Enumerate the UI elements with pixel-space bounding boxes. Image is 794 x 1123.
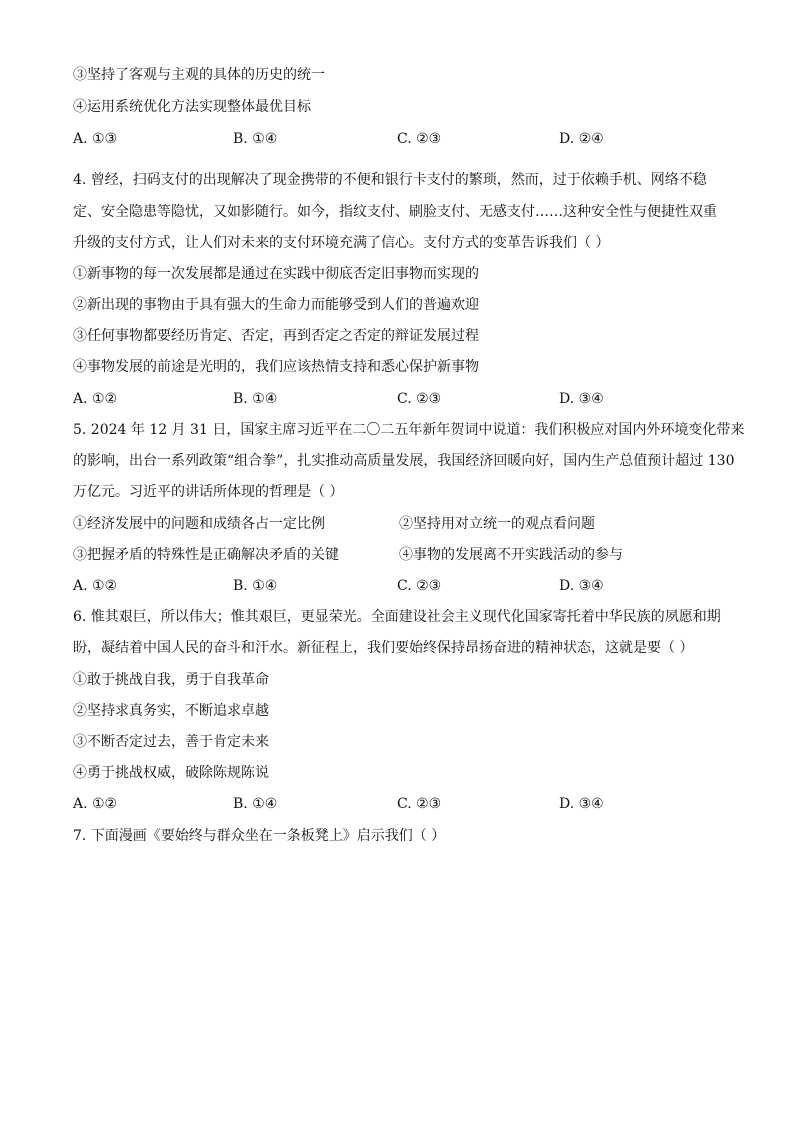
q6-statement-4: ④勇于挑战权威，破除陈规陈说 (73, 765, 269, 781)
q6-statement-2: ②坚持求真务实，不断追求卓越 (73, 703, 269, 719)
q6-statement-3: ③不断否定过去，善于肯定未来 (73, 734, 269, 750)
q6-statement-1: ①敢于挑战自我，勇于自我革命 (73, 672, 269, 688)
q4-option-c: C. ②③ (397, 391, 442, 407)
q5-statement-3: ③把握矛盾的特殊性是正确解决矛盾的关键 (73, 547, 339, 563)
q5-statement-2: ②坚持用对立统一的观点看问题 (399, 516, 595, 532)
q3-statement-4: ④运用系统优化方法实现整体最优目标 (73, 99, 311, 115)
q4-statement-2: ②新出现的事物由于具有强大的生命力而能够受到人们的普遍欢迎 (73, 297, 479, 313)
q3-statement-3: ③坚持了客观与主观的具体的历史的统一 (73, 67, 325, 83)
q5-option-d: D. ③④ (559, 578, 604, 594)
q4-stem-line-1: 4. 曾经，扫码支付的出现解决了现金携带的不便和银行卡支付的繁琐，然而，过于依赖手机、网络不稳 (73, 172, 707, 188)
q6-option-d: D. ③④ (559, 796, 604, 812)
q4-option-a: A. ①② (73, 391, 118, 407)
q5-option-a: A. ①② (73, 578, 118, 594)
q4-statement-4: ④事物发展的前途是光明的，我们应该热情支持和悉心保护新事物 (73, 359, 479, 375)
q6-option-b: B. ①④ (233, 796, 278, 812)
q5-option-c: C. ②③ (397, 578, 442, 594)
q5-statements-row-2 (73, 545, 713, 565)
q6-stem-line-2: 盼，凝结着中国人民的奋斗和汗水。新征程上，我们要始终保持昂扬奋进的精神状态，这就是要（ ） (73, 640, 694, 656)
q3-options (73, 129, 713, 149)
q6-option-c: C. ②③ (397, 796, 442, 812)
q3-option-a: A. ①③ (73, 131, 118, 147)
q6-option-a: A. ①② (73, 796, 118, 812)
q7-stem-line-1: 7. 下面漫画《要始终与群众坐在一条板凳上》启示我们（ ） (73, 828, 446, 844)
q3-option-b: B. ①④ (233, 131, 278, 147)
q6-options (73, 794, 713, 814)
q4-option-b: B. ①④ (233, 391, 278, 407)
q5-stem-line-1: 5. 2024 年 12 月 31 日，国家主席习近平在二〇二五年新年贺词中说道：我们积极应对国内外环境变化带来 (73, 422, 745, 438)
q4-options (73, 389, 713, 409)
q6-stem-line-1: 6. 惟其艰巨，所以伟大；惟其艰巨，更显荣光。全面建设社会主义现代化国家寄托着中华民族的夙愿和期 (73, 609, 721, 625)
q4-statement-3: ③任何事物都要经历肯定、否定，再到否定之否定的辩证发展过程 (73, 328, 479, 344)
q5-statements-row-1 (73, 514, 713, 534)
q5-statement-1: ①经济发展中的问题和成绩各占一定比例 (73, 516, 325, 532)
q3-option-d: D. ②④ (559, 131, 604, 147)
q5-options (73, 576, 713, 596)
q4-statement-1: ①新事物的每一次发展都是通过在实践中彻底否定旧事物而实现的 (73, 266, 479, 282)
q4-stem-line-2: 定、安全隐患等隐忧，又如影随行。如今，指纹支付、刷脸支付、无感支付……这种安全性与便捷性双重 (73, 204, 717, 220)
q5-statement-4: ④事物的发展离不开实践活动的参与 (399, 547, 623, 563)
q5-stem-line-2: 的影响，出台一系列政策“组合拳”，扎实推动高质量发展，我国经济回暖向好，国内生产总值预计超过 130 (73, 453, 735, 469)
q4-stem-line-3: 升级的支付方式，让人们对未来的支付环境充满了信心。支付方式的变革告诉我们（ ） (73, 235, 610, 251)
q3-option-c: C. ②③ (397, 131, 442, 147)
q5-stem-line-3: 万亿元。习近平的讲话所体现的哲理是（ ） (73, 484, 344, 500)
q5-option-b: B. ①④ (233, 578, 278, 594)
q4-option-d: D. ③④ (559, 391, 604, 407)
